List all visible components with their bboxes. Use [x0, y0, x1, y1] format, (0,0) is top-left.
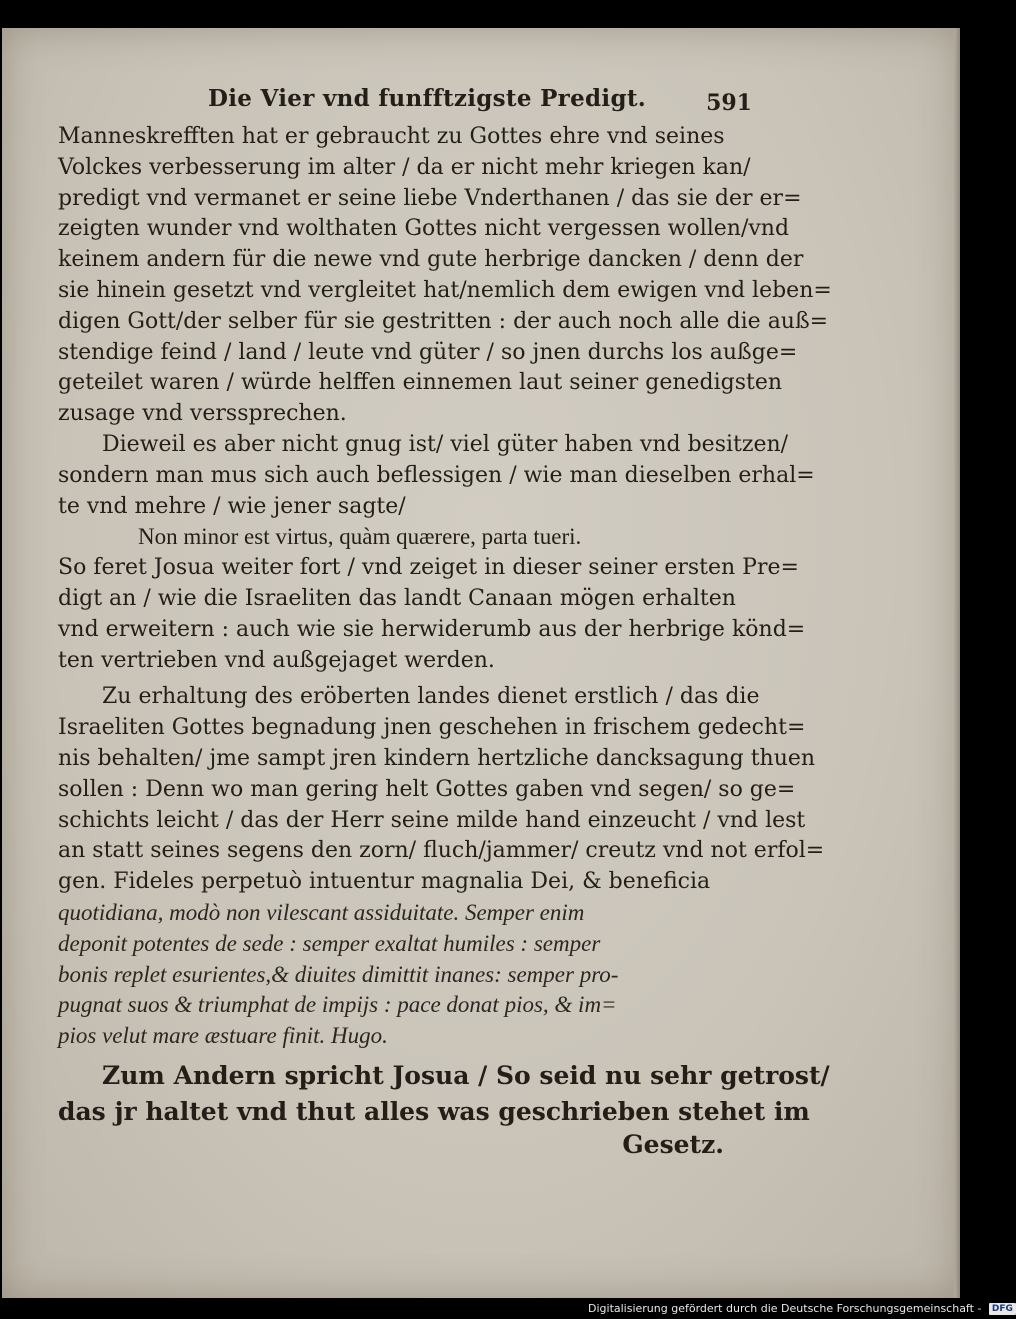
- credit-text: Digitalisierung gefördert durch die Deutsche Forschungsgemeinschaft -: [588, 1302, 982, 1315]
- text-line: sondern man mus sich auch beflessigen / wie man dieselben erhal=: [58, 462, 815, 488]
- text-line: sie hinein gesetzt vnd vergleitet hat/nemlich dem ewigen vnd leben=: [58, 277, 832, 303]
- text-line: zusage vnd verssprechen.: [58, 401, 347, 427]
- text-line: Israeliten Gottes begnadung jnen geschehen in frischem gedecht=: [58, 715, 806, 741]
- dfg-logo: DFG: [989, 1303, 1016, 1315]
- text-line: an statt seines segens den zorn/ fluch/jammer/ creutz vnd not erfol=: [58, 838, 825, 864]
- text-line: Zum Andern spricht Josua / So seid nu sehr getrost/: [102, 1060, 830, 1090]
- text-line: keinem andern für die newe vnd gute herbrige dancken / denn der: [58, 247, 804, 273]
- text-line: quotidiana, modò non vilescant assiduitate. Semper enim: [58, 899, 585, 925]
- page-edge-shadow: [954, 28, 960, 1298]
- text-line: Volckes verbesserung im alter / da er nicht mehr kriegen kan/: [58, 154, 751, 180]
- text-line: bonis replet esurientes,& diuites dimittit inanes: semper pro-: [58, 961, 619, 987]
- digitization-credit: [588, 1301, 1016, 1317]
- text-line: schichts leicht / das der Herr seine milde hand einzeucht / vnd lest: [58, 807, 806, 833]
- text-line: ten vertrieben vnd außgejaget werden.: [58, 647, 495, 673]
- text-line: das jr haltet vnd thut alles was geschrieben stehet im: [58, 1096, 810, 1126]
- text-line: nis behalten/ jme sampt jren kindern hertzliche dancksagung thuen: [58, 745, 816, 771]
- text-line: deponit potentes de sede : semper exaltat humiles : semper: [58, 930, 601, 956]
- running-title: Die Vier vnd funfftzigste Predigt.: [208, 85, 647, 112]
- text-line: zeigten wunder vnd wolthaten Gottes nicht vergessen wollen/vnd: [58, 216, 790, 242]
- text-line: sollen : Denn wo man gering helt Gottes gaben vnd segen/ so ge=: [58, 776, 796, 802]
- text-line: vnd erweitern : auch wie sie herwiderumb aus der herbrige könd=: [58, 616, 806, 642]
- text-line: stendige feind / land / leute vnd güter / so jnen durchs los außge=: [58, 339, 798, 365]
- text-line: geteilet waren / würde helffen einnemen laut seiner genedigsten: [58, 370, 783, 396]
- text-line: predigt vnd vermanet er seine liebe Vnderthanen / das sie der er=: [58, 185, 802, 211]
- text-line: digen Gott/der selber für sie gestritten : der auch noch alle die auß=: [58, 308, 829, 334]
- body-text: [58, 122, 832, 1161]
- text-line: gen. Fideles perpetuò intuentur magnalia Dei, & beneficia: [58, 869, 711, 895]
- text-line: Manneskrefften hat er gebraucht zu Gottes ehre vnd seines: [58, 124, 725, 149]
- catchword: Gesetz.: [622, 1129, 724, 1159]
- page-header: [58, 82, 752, 118]
- text-line: pugnat suos & triumphat de impijs : pace donat pios, & im=: [58, 992, 617, 1018]
- page-number: 591: [706, 90, 752, 116]
- text-line: Non minor est virtus, quàm quærere, parta tueri.: [138, 524, 582, 550]
- text-line: digt an / wie die Israeliten das landt Canaan mögen erhalten: [58, 585, 736, 611]
- text-line: pios velut mare æstuare finit. Hugo.: [58, 1023, 388, 1049]
- text-line: So feret Josua weiter fort / vnd zeiget in dieser seiner ersten Pre=: [58, 555, 799, 581]
- text-line: Zu erhaltung des eröberten landes dienet erstlich / das die: [102, 684, 760, 710]
- scanned-page: [2, 28, 960, 1298]
- text-line: Dieweil es aber nicht gnug ist/ viel güter haben vnd besitzen/: [102, 431, 789, 457]
- text-line: te vnd mehre / wie jener sagte/: [58, 493, 406, 519]
